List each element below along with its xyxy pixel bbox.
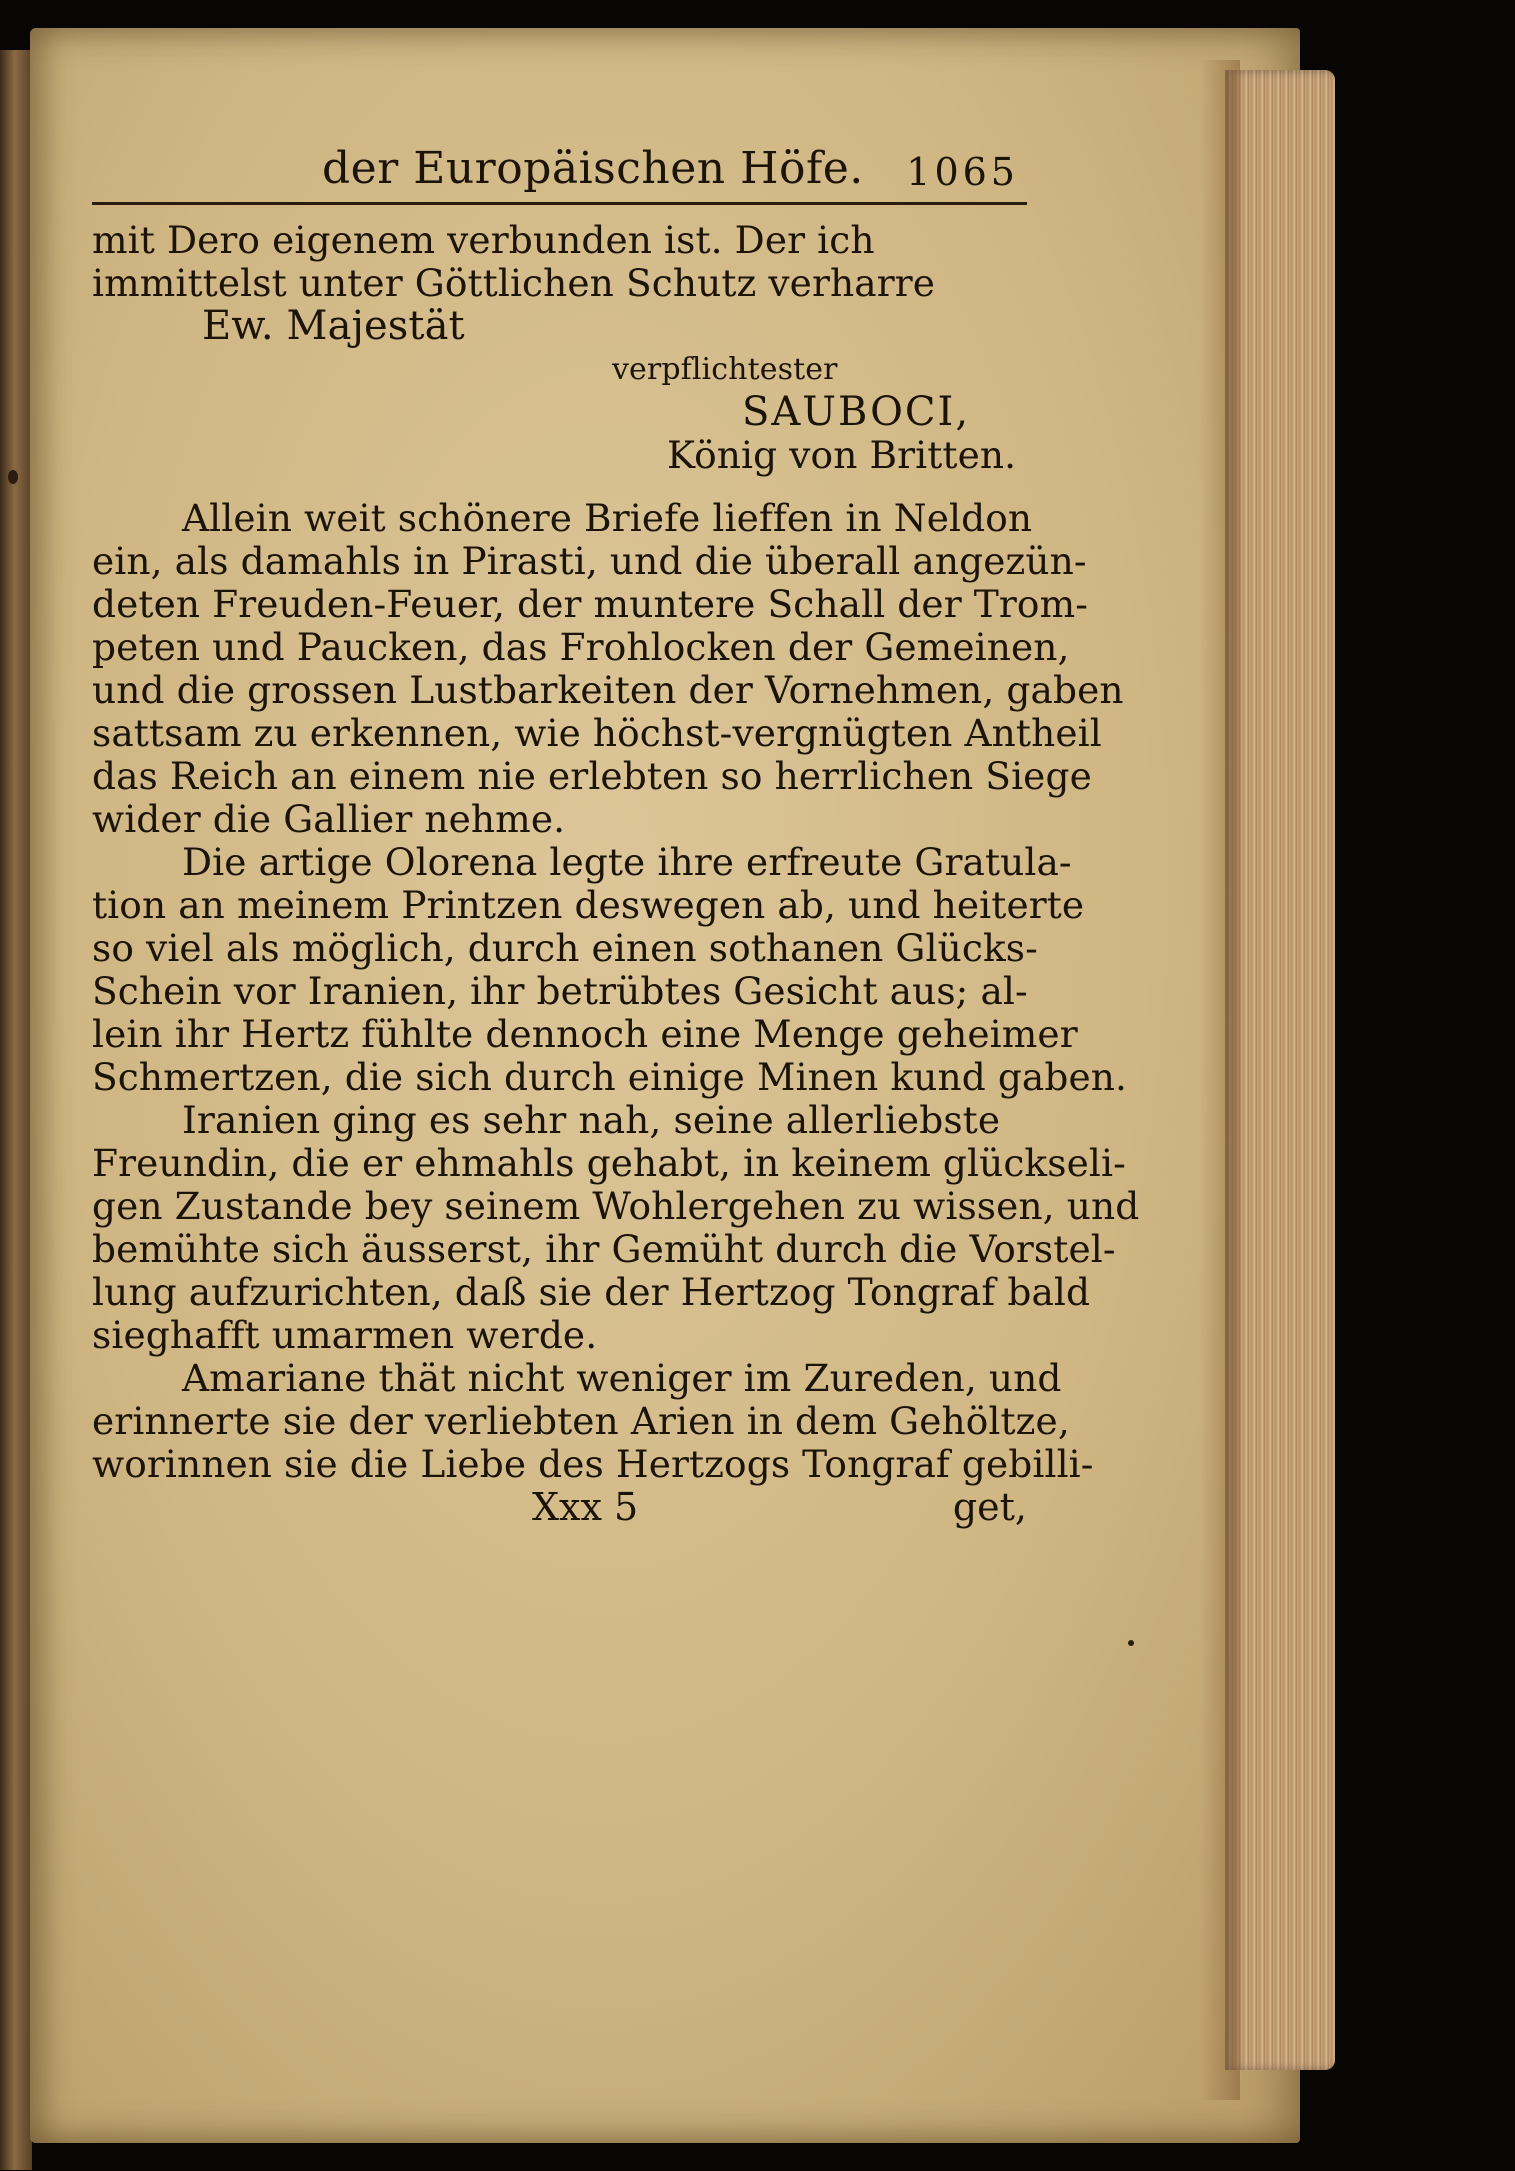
text-line: sattsam zu erkennen, wie höchst-vergnügten Antheil [92, 711, 1102, 755]
left-gutter-binding [0, 50, 32, 2170]
signature-closing: verpflichtester [612, 352, 838, 387]
text-line: erinnerte sie der verliebten Arien in dem Gehöltze, [92, 1399, 1070, 1443]
text-line: Schmertzen, die sich durch einige Minen kund gaben. [92, 1055, 1128, 1099]
catchword: get, [952, 1485, 1027, 1529]
text-line: sieghafft umarmen werde. [92, 1313, 598, 1357]
text-line: wider die Gallier nehme. [92, 797, 566, 841]
paragraph [92, 840, 1128, 1099]
salutation: Ew. Majestät [202, 303, 465, 349]
paragraph [92, 1356, 1094, 1486]
text-line: peten und Paucken, das Frohlocken der Gemeinen, [92, 625, 1070, 669]
page-curl-shadow [1200, 60, 1240, 2100]
text-line: Freundin, die er ehmahls gehabt, in keinem glückseli- [92, 1141, 1126, 1185]
signature-mark: Xxx 5 [532, 1485, 639, 1529]
page-edges-stack [1225, 70, 1335, 2070]
page-footer [92, 1486, 1027, 1529]
page-text [92, 130, 1140, 1529]
header-rule [92, 202, 1027, 205]
page-number: 1065 [906, 150, 1019, 194]
ink-spot [1128, 1640, 1134, 1646]
running-header [92, 130, 1027, 194]
signature-name: SAUBOCI, [742, 389, 971, 435]
paragraph [92, 1098, 1140, 1357]
text-line: mit Dero eigenem verbunden ist. Der ich [92, 218, 875, 262]
text-line: worinnen sie die Liebe des Hertzogs Tongraf gebilli- [92, 1442, 1094, 1486]
text-line: deten Freuden-Feuer, der muntere Schall der Trom- [92, 582, 1088, 626]
text-line: lein ihr Hertz fühlte dennoch eine Menge geheimer [92, 1012, 1078, 1056]
running-title: der Europäischen Höfe. [322, 143, 864, 194]
text-line: Iranien ging es sehr nah, seine allerliebste [182, 1098, 1001, 1142]
paragraph [92, 496, 1124, 841]
text-line: lung aufzurichten, daß sie der Hertzog Tongraf bald [92, 1270, 1091, 1314]
text-line: und die grossen Lustbarkeiten der Vornehmen, gaben [92, 668, 1124, 712]
text-line: ein, als damahls in Pirasti, und die überall angezün- [92, 539, 1087, 583]
text-line: bemühte sich äusserst, ihr Gemüht durch die Vorstel- [92, 1227, 1116, 1271]
text-line: gen Zustande bey seinem Wohlergehen zu wissen, und [92, 1184, 1140, 1228]
text-line: Amariane thät nicht weniger im Zureden, und [182, 1356, 1062, 1400]
ink-spot [8, 470, 18, 484]
text-line: das Reich an einem nie erlebten so herrlichen Siege [92, 754, 1092, 798]
text-line: Allein weit schönere Briefe lieffen in Neldon [182, 496, 1033, 540]
text-line: Die artige Olorena legte ihre erfreute Gratula- [182, 840, 1072, 884]
text-line: tion an meinem Printzen deswegen ab, und heiterte [92, 883, 1085, 927]
text-line: immittelst unter Göttlichen Schutz verharre [92, 261, 936, 305]
text-line: so viel als möglich, durch einen sothanen Glücks- [92, 926, 1038, 970]
text-line: Schein vor Iranien, ihr betrübtes Gesicht aus; al- [92, 969, 1028, 1013]
signature-title: König von Britten. [667, 433, 1017, 477]
